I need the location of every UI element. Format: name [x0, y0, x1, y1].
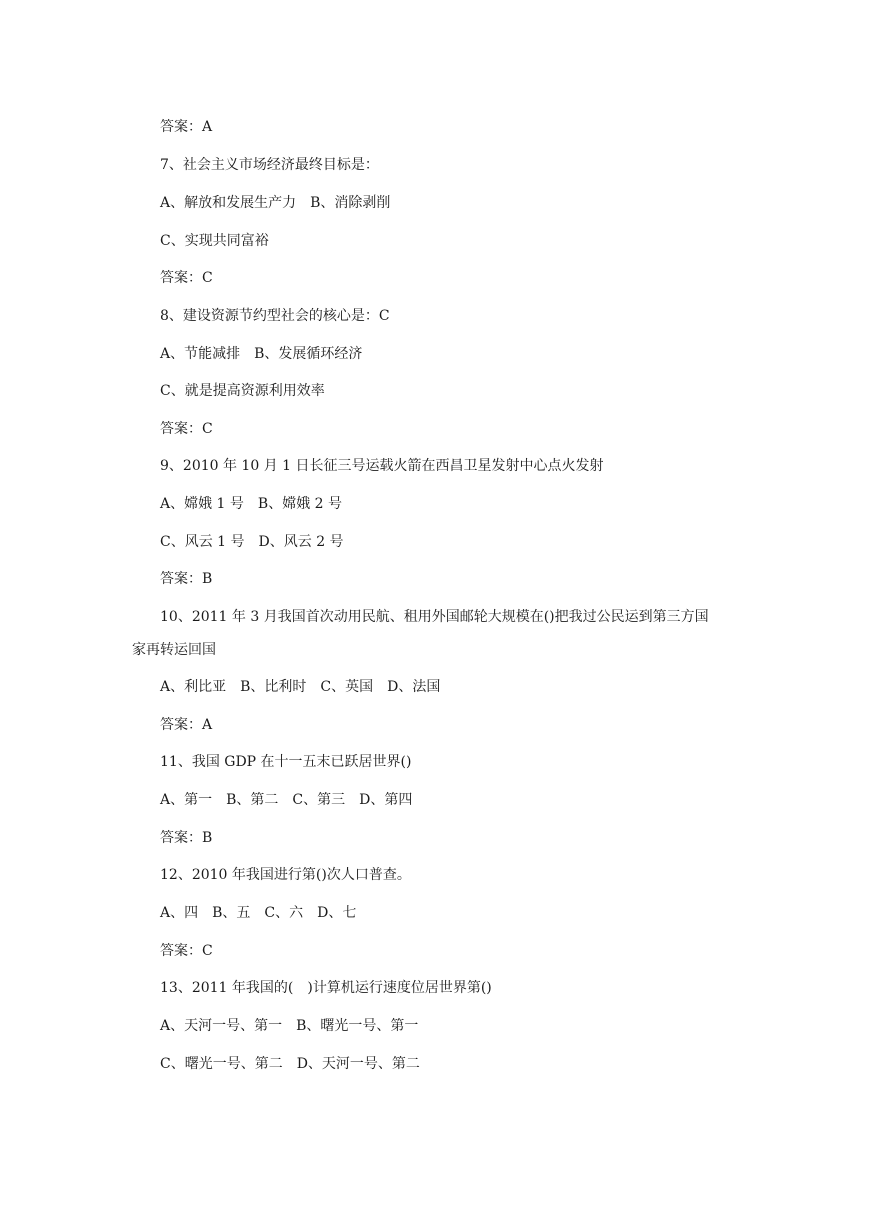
question-7-option-c: C、实现共同富裕 [160, 233, 269, 249]
question-12: 12、2010 年我国进行第()次人口普查。 [160, 867, 411, 883]
question-11: 11、我国 GDP 在十一五末已跃居世界() [160, 754, 412, 770]
answer-9: 答案：B [160, 571, 213, 587]
question-10-continued: 家再转运回国 [132, 642, 216, 658]
answer-8: 答案：C [160, 421, 213, 437]
question-8: 8、建设资源节约型社会的核心是：C [160, 308, 390, 324]
question-13-options-cd: C、曙光一号、第二 D、天河一号、第二 [160, 1056, 420, 1072]
answer-11: 答案：B [160, 830, 213, 846]
question-12-options: A、四 B、五 C、六 D、七 [160, 905, 357, 921]
question-7-options-ab: A、解放和发展生产力 B、消除剥削 [160, 195, 391, 211]
question-8-option-c: C、就是提高资源利用效率 [160, 383, 325, 399]
question-10-options: A、利比亚 B、比利时 C、英国 D、法国 [160, 679, 441, 695]
answer-10: 答案：A [160, 717, 213, 733]
question-10: 10、2011 年 3 月我国首次动用民航、租用外国邮轮大规模在()把我过公民运到第三方国 [160, 609, 709, 625]
question-9: 9、2010 年 10 月 1 日长征三号运载火箭在西昌卫星发射中心点火发射 [160, 458, 604, 474]
answer-12: 答案：C [160, 943, 213, 959]
question-9-options-cd: C、风云 1 号 D、风云 2 号 [160, 534, 344, 550]
answer-6: 答案：A [160, 119, 213, 135]
question-9-options-ab: A、嫦娥 1 号 B、嫦娥 2 号 [160, 496, 343, 512]
answer-7: 答案：C [160, 270, 213, 286]
question-13: 13、2011 年我国的( )计算机运行速度位居世界第() [160, 980, 492, 996]
question-7: 7、社会主义市场经济最终目标是： [160, 157, 379, 173]
question-11-options: A、第一 B、第二 C、第三 D、第四 [160, 792, 413, 808]
question-13-options-ab: A、天河一号、第一 B、曙光一号、第一 [160, 1018, 419, 1034]
question-8-options-ab: A、节能减排 B、发展循环经济 [160, 346, 363, 362]
